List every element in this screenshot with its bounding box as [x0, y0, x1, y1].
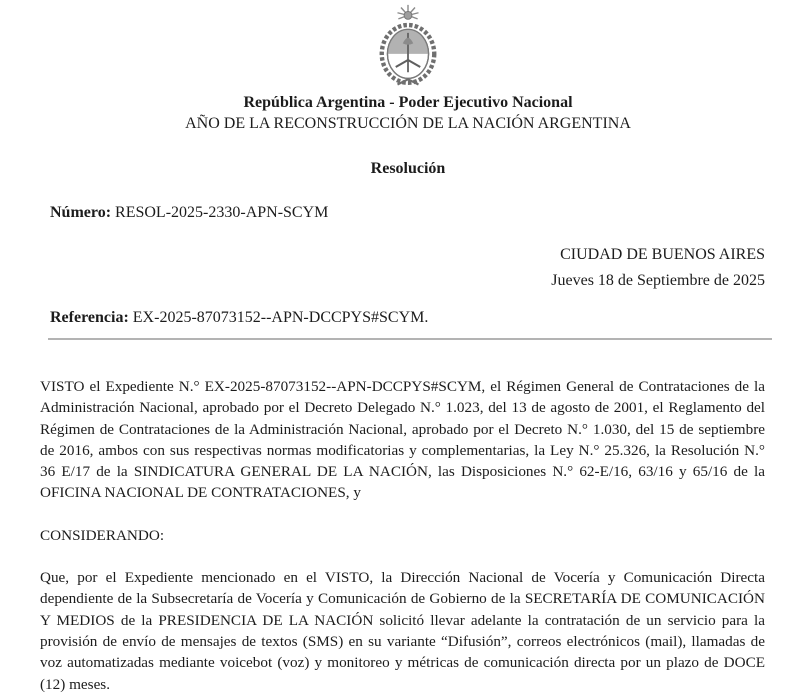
header-divider: [48, 338, 772, 340]
year-motto: AÑO DE LA RECONSTRUCCIÓN DE LA NACIÓN ARGENTINA: [185, 115, 631, 132]
reference-label: Referencia:: [50, 309, 133, 326]
considerando-heading: CONSIDERANDO:: [40, 526, 165, 544]
considerando-paragraph: Que, por el Expediente mencionado en el VISTO, la Dirección Nacional de Vocería y Comunicación Directa dependiente de la Subsecretaría de Vocería y Comunicación de Gobierno de la SECRETARÍA DE COMUNICACIÓN Y MEDIOS de la PRESIDENCIA DE LA NACIÓN solicitó llevar adelante la contratación de un servicio para la provisión de envío de mensajes de textos (SMS) en su variante “Difusión”, correos electrónicos (mail), llamadas de voz automatizadas mediante voicebot (voz) y monitoreo y métricas de comunicación directa por un plazo de DOCE (12) meses.: [40, 569, 765, 693]
republic-title: República Argentina - Poder Ejecutivo Nacional: [243, 94, 573, 111]
number-label: Número:: [50, 204, 116, 221]
reference-line: [50, 309, 765, 327]
argentina-coat-of-arms-icon: [364, 4, 452, 88]
visto-paragraph: VISTO el Expediente N.° EX-2025-87073152--APN-DCCPYS#SCYM, el Régimen General de Contrataciones de la Administración Nacional, aprobado por el Decreto Delegado N.° 1.023, del 13 de agosto de 2001, el Reglamento del Régimen de Contrataciones de la Administración Nacional, aprobado por el Decreto N.° 1.030, del 15 de septiembre de 2016, ambos con sus respectivas normas modificatorias y complementarias, la Ley N.° 25.326, la Resolución N.° 36 E/17 de la SINDICATURA GENERAL DE LA NACIÓN, las Disposiciones N.° 62-E/16, 63/16 y 65/16 de la OFICINA NACIONAL DE CONTRATACIONES, y: [40, 378, 765, 502]
number-value: RESOL-2025-2330-APN-SCYM: [115, 204, 329, 221]
document-header: [13, 0, 790, 134]
place-date-block: [0, 242, 765, 294]
document-number-line: [50, 204, 765, 222]
document-body: [40, 376, 765, 695]
document-type-title: Resolución: [370, 160, 446, 177]
date-line: Jueves 18 de Septiembre de 2025: [551, 272, 765, 289]
city-line: CIUDAD DE BUENOS AIRES: [560, 246, 765, 263]
reference-value: EX-2025-87073152--APN-DCCPYS#SCYM.: [132, 309, 429, 326]
